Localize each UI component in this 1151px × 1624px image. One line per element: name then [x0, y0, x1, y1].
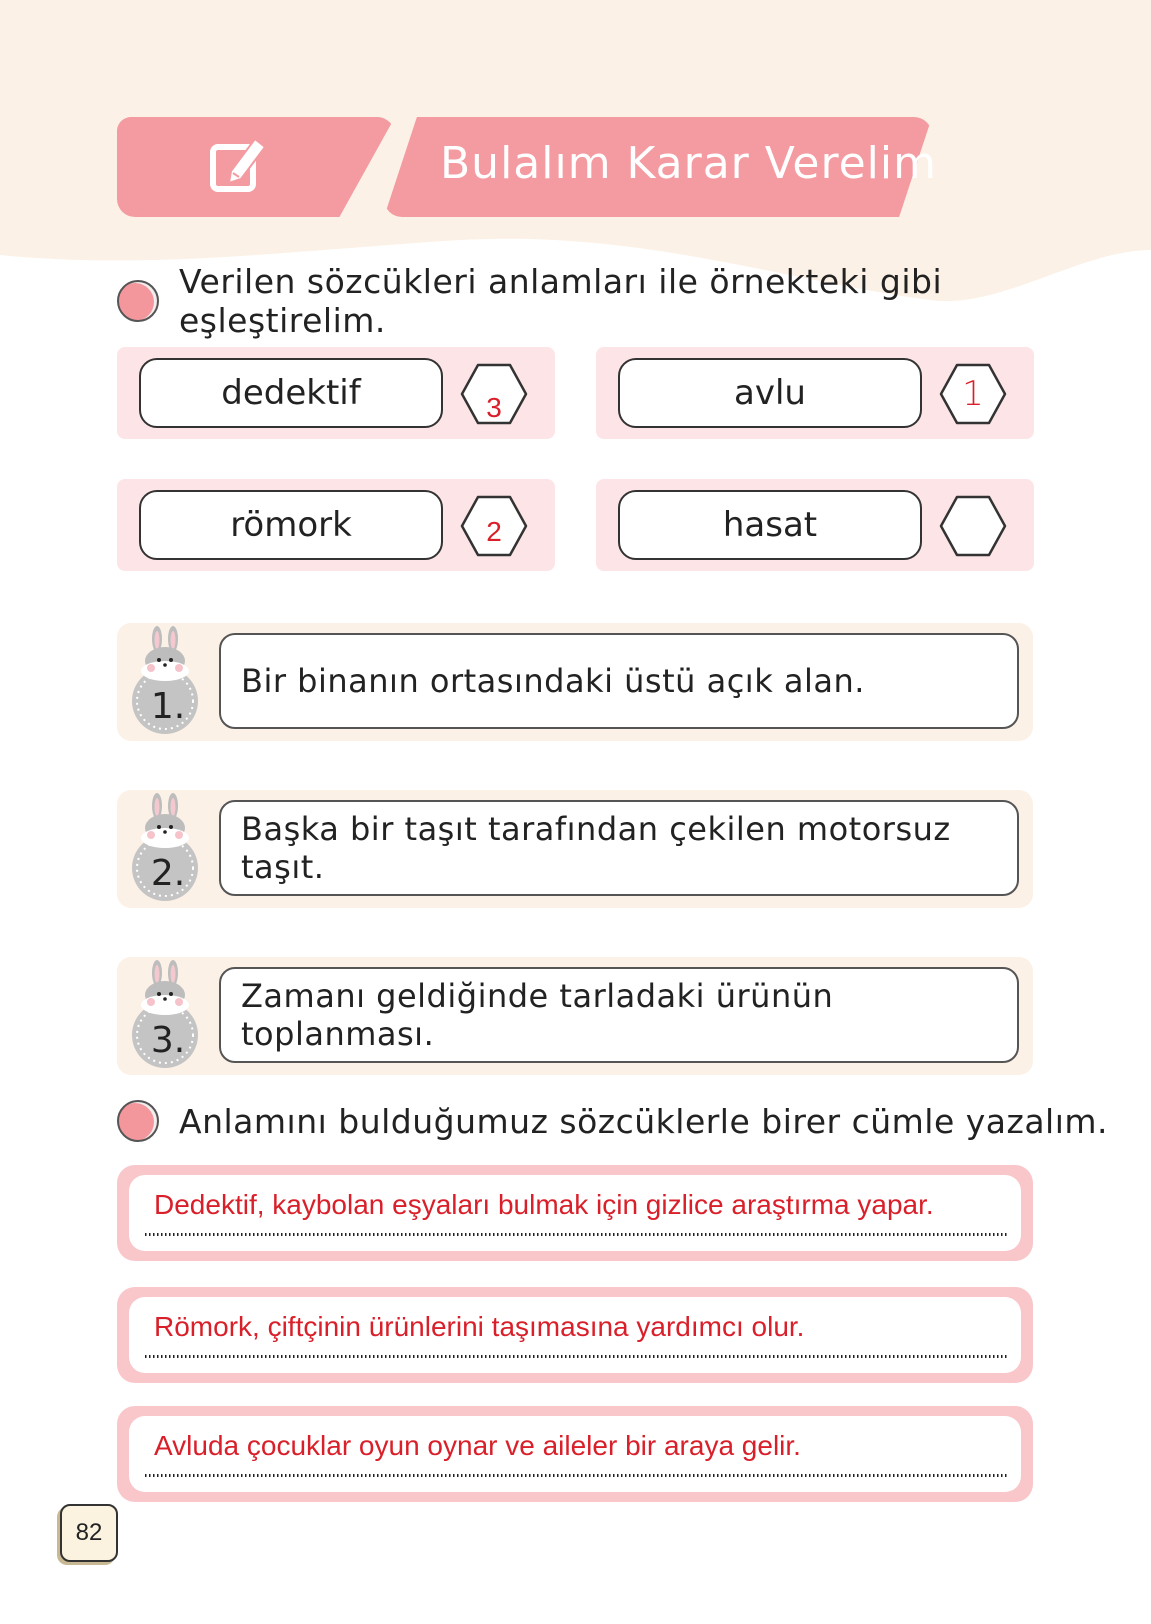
answer-hexagon[interactable]	[939, 363, 1007, 425]
sentence-answer: Römork, çiftçinin ürünlerini taşımasına yardımcı olur.	[154, 1311, 805, 1342]
answer-value	[939, 495, 1007, 557]
definition-number: 1.	[150, 685, 186, 727]
sentence-input[interactable]	[129, 1297, 1021, 1373]
definition-text: Başka bir taşıt tarafından çekilen motorsuz taşıt.	[219, 800, 1019, 896]
sentence-input[interactable]	[129, 1175, 1021, 1251]
answer-value: 2	[486, 516, 502, 547]
bullet-icon	[117, 1100, 159, 1142]
sentence-input[interactable]	[129, 1416, 1021, 1492]
definition-row-3	[117, 957, 1033, 1075]
instruction-match	[117, 262, 1151, 340]
definition-text: Zamanı geldiğinde tarladaki ürünün toplanması.	[219, 967, 1019, 1063]
answer-value: 1	[962, 374, 984, 414]
definition-text: Bir binanın ortasındaki üstü açık alan.	[219, 633, 1019, 729]
answer-hexagon[interactable]	[939, 495, 1007, 557]
definition-row-2	[117, 790, 1033, 908]
bullet-icon	[117, 280, 159, 322]
answer-hexagon[interactable]	[460, 363, 528, 425]
answer-hexagon[interactable]	[460, 495, 528, 557]
dotted-writing-line	[145, 1355, 1007, 1358]
word-label: avlu	[618, 358, 922, 428]
instruction-sentences	[117, 1100, 1108, 1142]
word-label: hasat	[618, 490, 922, 560]
definition-row-1	[117, 623, 1033, 741]
page-number: 82	[60, 1504, 118, 1562]
sentence-card-3	[117, 1406, 1033, 1502]
bunny-badge	[131, 623, 201, 741]
word-card-romork	[117, 479, 555, 571]
word-label: römork	[139, 490, 443, 560]
definition-number: 2.	[150, 852, 186, 894]
sentence-card-1	[117, 1165, 1033, 1261]
instruction-text: Verilen sözcükleri anlamları ile örnekteki gibi eşleştirelim.	[179, 262, 943, 340]
sentence-card-2	[117, 1287, 1033, 1383]
answer-value: 3	[486, 392, 502, 423]
bunny-badge	[131, 790, 201, 908]
word-label: dedektif	[139, 358, 443, 428]
bunny-badge	[131, 957, 201, 1075]
definition-number: 3.	[150, 1019, 186, 1061]
word-card-hasat	[596, 479, 1034, 571]
dotted-writing-line	[145, 1474, 1007, 1477]
page-title: Bulalım Karar Verelim	[440, 138, 937, 189]
instruction-text: Anlamını bulduğumuz sözcüklerle birer cümle yazalım.	[179, 1101, 1109, 1141]
word-card-avlu	[596, 347, 1034, 439]
word-card-dedektif	[117, 347, 555, 439]
edit-note-icon	[209, 133, 269, 195]
sentence-answer: Dedektif, kaybolan eşyaları bulmak için gizlice araştırma yapar.	[154, 1189, 934, 1220]
sentence-answer: Avluda çocuklar oyun oynar ve aileler bir araya gelir.	[154, 1430, 801, 1461]
dotted-writing-line	[145, 1233, 1007, 1236]
